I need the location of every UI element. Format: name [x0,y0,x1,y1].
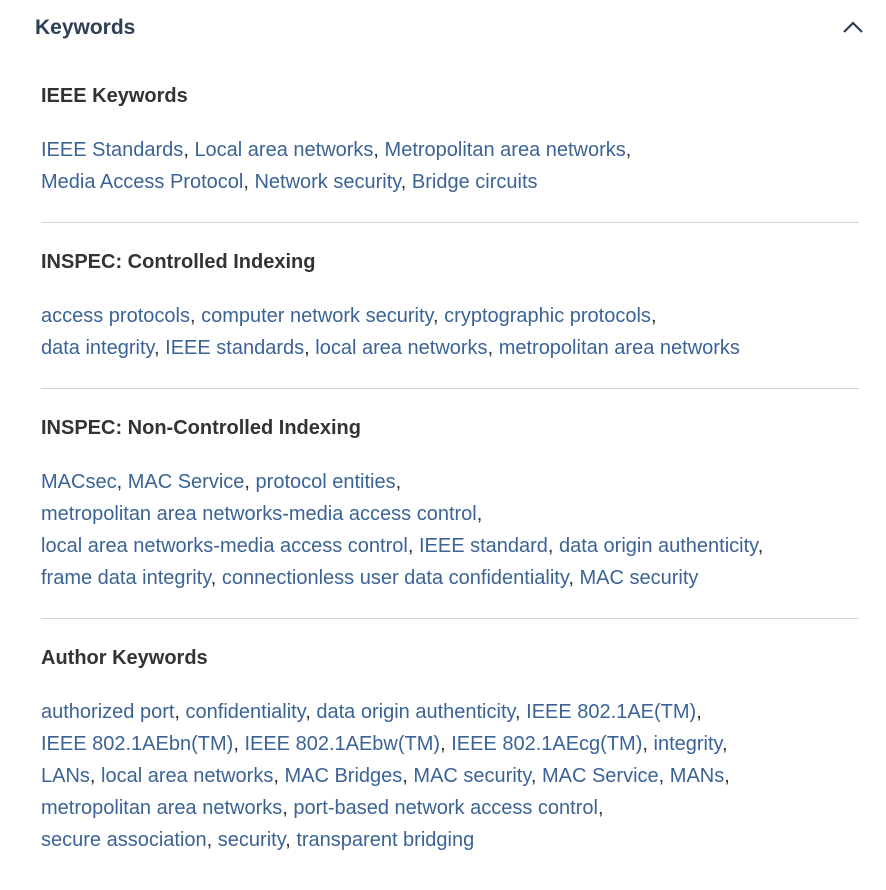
keyword-link[interactable]: local area networks [315,337,488,359]
keyword-section [41,84,859,198]
keyword-list [41,300,859,364]
section-divider [41,222,859,223]
keyword-link[interactable]: MAC security [579,567,699,589]
keyword-link[interactable]: metropolitan area networks [498,337,740,359]
keyword-link[interactable]: MAC Bridges [284,765,403,787]
keyword-link[interactable]: IEEE 802.1AEcg(TM) [451,733,643,755]
section-title: Author Keywords [41,647,208,669]
keyword-line: local area networks-media access control, IEEE standard, data origin authenticity, [41,535,764,557]
keyword-list [41,466,859,594]
keyword-link[interactable]: cryptographic protocols [444,305,651,327]
keyword-link[interactable]: confidentiality [185,701,306,723]
section-title: INSPEC: Controlled Indexing [41,251,316,273]
keyword-line: frame data integrity, connectionless user data confidentiality, MAC security [41,567,699,589]
keyword-link[interactable]: transparent bridging [296,829,475,851]
keyword-link[interactable]: secure association [41,829,207,851]
keyword-link[interactable]: port-based network access control [293,797,598,819]
keyword-line: MACsec, MAC Service, protocol entities, [41,471,402,493]
keyword-link[interactable]: MANs [669,765,725,787]
keyword-line: secure association, security, transparent bridging [41,829,475,851]
section-title: IEEE Keywords [41,85,188,107]
keyword-link[interactable]: connectionless user data confidentiality [221,567,569,589]
keyword-link[interactable]: data origin authenticity [559,535,758,557]
keyword-link[interactable]: local area networks [101,765,274,787]
keyword-link[interactable]: MAC Service [127,471,245,493]
chevron-up-icon[interactable] [842,20,864,34]
keyword-section [41,250,859,364]
keyword-link[interactable]: Metropolitan area networks [384,139,626,161]
keyword-list [41,696,859,856]
keyword-link[interactable]: metropolitan area networks [41,797,283,819]
keywords-header: Keywords [35,16,136,39]
keyword-link[interactable]: MAC security [413,765,531,787]
keyword-line: authorized port, confidentiality, data origin authenticity, IEEE 802.1AE(TM), [41,701,702,723]
keyword-line: metropolitan area networks, port-based network access control, [41,797,604,819]
keyword-link[interactable]: Local area networks [194,139,374,161]
keyword-link[interactable]: authorized port [41,701,175,723]
keyword-line: metropolitan area networks-media access control, [41,503,483,525]
keyword-link[interactable]: MACsec [41,471,117,493]
keyword-section [41,416,859,594]
keyword-link[interactable]: frame data integrity [41,567,211,589]
keyword-link[interactable]: IEEE standard [418,535,548,557]
keyword-link[interactable]: Network security [254,171,401,193]
keyword-link[interactable]: access protocols [41,305,190,327]
keyword-link[interactable]: IEEE 802.1AE(TM) [526,701,697,723]
keyword-list [41,134,859,198]
section-divider [41,618,859,619]
section-divider [41,388,859,389]
keyword-link[interactable]: IEEE 802.1AEbn(TM) [41,733,234,755]
keyword-line: access protocols, computer network security, cryptographic protocols, [41,305,657,327]
keyword-link[interactable]: MAC Service [541,765,659,787]
keywords-panel [41,84,859,856]
keyword-link[interactable]: protocol entities [255,471,396,493]
keyword-link[interactable]: local area networks-media access control [41,535,408,557]
section-title: INSPEC: Non-Controlled Indexing [41,417,361,439]
keyword-link[interactable]: IEEE 802.1AEbw(TM) [244,733,441,755]
keyword-link[interactable]: Media Access Protocol [41,171,244,193]
keyword-link[interactable]: metropolitan area networks-media access control [41,503,477,525]
keyword-line: Media Access Protocol, Network security, Bridge circuits [41,171,538,193]
keyword-link[interactable]: data integrity [41,337,155,359]
keyword-line: data integrity, IEEE standards, local area networks, metropolitan area networks [41,337,740,359]
keyword-link[interactable]: data origin authenticity [316,701,516,723]
keyword-link[interactable]: LANs [41,765,90,787]
keyword-line: IEEE 802.1AEbn(TM), IEEE 802.1AEbw(TM), IEEE 802.1AEcg(TM), integrity, [41,733,728,755]
keyword-link[interactable]: security [217,829,286,851]
keyword-line: IEEE Standards, Local area networks, Metropolitan area networks, [41,139,632,161]
keyword-link[interactable]: IEEE standards [165,337,305,359]
keyword-link[interactable]: computer network security [201,305,434,327]
keyword-section [41,646,859,856]
keyword-line: LANs, local area networks, MAC Bridges, MAC security, MAC Service, MANs, [41,765,730,787]
keyword-link[interactable]: IEEE Standards [41,139,184,161]
keyword-link[interactable]: integrity [653,733,723,755]
keyword-link[interactable]: Bridge circuits [411,171,538,193]
